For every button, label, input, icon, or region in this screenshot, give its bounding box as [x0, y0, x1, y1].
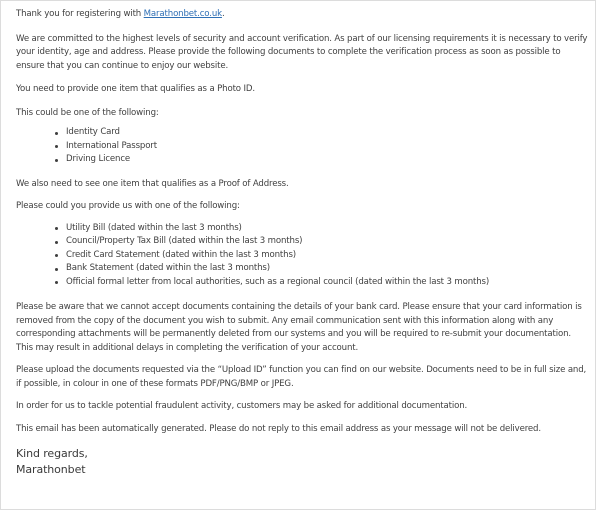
photo-id-list	[16, 126, 589, 167]
list-item: Utility Bill (dated within the last 3 months)	[66, 222, 589, 236]
upload-instructions: Please upload the documents requested via the “Upload ID” function you can find on our website. Documents need to be in full size and, if possible, in colour in one of these formats PDF/PNG/BMP or JPEG.	[16, 365, 587, 389]
address-intro: We also need to see one item that qualifies as a Proof of Address.	[16, 178, 289, 189]
list-item: Identity Card	[66, 126, 589, 140]
auto-generated-notice: This email has been automatically generated. Please do not reply to this email address as your message will not be delivered.	[16, 423, 541, 434]
list-item: Driving Licence	[66, 153, 589, 167]
closing: Kind regards,	[16, 447, 88, 460]
commitment-paragraph: We are committed to the highest levels of security and account verification. As part of our licensing requirements it is necessary to verify your identity, age and address. Please provide the following documents to complete the verification process as soon as possible to ensure that you can continue to enjoy our website.	[16, 33, 588, 71]
bank-card-notice: Please be aware that we cannot accept documents containing the details of your bank card. Please ensure that your card information is removed from the copy of the document you wish to submit. Any email communication sent with this information along with any corresponding attachments will be permanently deleted from our systems and you will be required to re-submit your documentation. This may result in additional delays in completing the verification of your account.	[16, 302, 582, 353]
photo-id-options-intro: This could be one of the following:	[16, 107, 159, 118]
photo-id-intro: You need to provide one item that qualifies as a Photo ID.	[16, 84, 255, 94]
thanks-text: Thank you for registering with	[16, 9, 144, 19]
list-item: Official formal letter from local authorities, such as a regional council (dated within the last 3 months)	[66, 276, 589, 290]
thanks-period: .	[221, 9, 225, 19]
address-list	[16, 222, 589, 290]
fraud-notice: In order for us to tackle potential fraudulent activity, customers may be asked for additional documentation.	[16, 401, 468, 411]
thanks-paragraph	[16, 8, 589, 22]
marathonbet-link[interactable]: Marathonbet.co.uk	[143, 9, 222, 19]
list-item: Credit Card Statement (dated within the last 3 months)	[66, 249, 589, 263]
signature: Marathonbet	[16, 463, 86, 476]
list-item: Bank Statement (dated within the last 3 months)	[66, 262, 589, 276]
address-options-intro: Please could you provide us with one of the following:	[16, 201, 240, 211]
list-item: International Passport	[66, 140, 589, 154]
list-item: Council/Property Tax Bill (dated within the last 3 months)	[66, 235, 589, 249]
